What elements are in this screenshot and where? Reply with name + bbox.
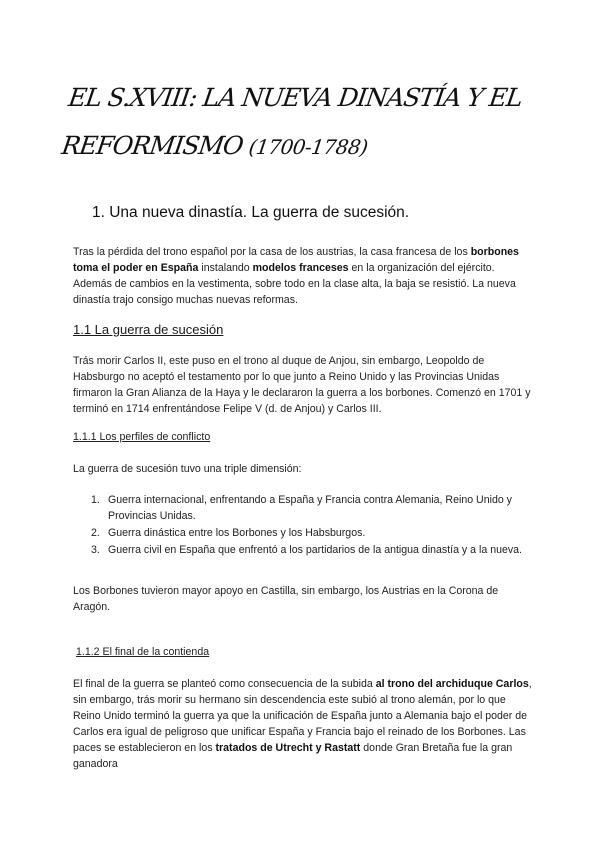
section-1-1-1-heading: 1.1.1 Los perfiles de conflicto: [73, 431, 211, 443]
list-item-number: 3.: [91, 544, 100, 556]
intro-text-3: en la organización del ejército. Además de cambios en la vestimenta, sobre todo en la clase alta, la baja se resistió. La nueva dinastía trajo consigo muchas nuevas reformas.: [73, 262, 516, 306]
list-item-text: Guerra internacional, enfrentando a España y Francia contra Alemania, Reino Unido y Provincias Unidas.: [108, 494, 512, 522]
section-1-heading: 1. Una nueva dinastía. La guerra de sucesión.: [92, 204, 410, 221]
intro-bold-1: borbones toma el poder en España: [73, 246, 519, 274]
section-1-1-1-intro: La guerra de sucesión tuvo una triple dimensión:: [73, 463, 302, 475]
list-item-number: 1.: [91, 494, 100, 506]
end-text-1: El final de la guerra se planteó como consecuencia de la subida: [73, 678, 376, 690]
list-item-text: Guerra dinástica entre los Borbones y los Habsburgos.: [108, 527, 366, 539]
list-item: [73, 542, 535, 558]
list-item-text: Guerra civil en España que enfrentó a los partidarios de la antigua dinastía y a la nueva.: [108, 544, 523, 556]
section-1-1-paragraph: Trás morir Carlos II, este puso en el trono al duque de Anjou, sin embargo, Leopoldo de Habsburgo no aceptó el testamento por lo que junto a Reino Unido y las Provincias Unidas firmaron la Gran Alianza de la Haya y le declararon la guerra a los borbones. Comenzó en 1701 y terminó en 1714 enfrentándose Felipe V (d. de Anjou) y Carlos III.: [73, 355, 531, 415]
title-line-1: EL S.XVIII: LA NUEVA DINASTÍA Y EL: [66, 83, 524, 112]
list-item-number: 2.: [91, 527, 100, 539]
section-1-1-2-paragraph: [73, 676, 535, 772]
section-1-intro-paragraph: [73, 244, 535, 308]
dimension-list: [73, 492, 535, 559]
end-text-3: donde Gran Bretaña fue la gran ganadora: [73, 742, 513, 770]
title-dates: (1700-1788): [247, 135, 370, 159]
title-line-2: REFORMISMO: [59, 131, 245, 160]
intro-text-2: instalando: [198, 262, 253, 274]
section-1-1-1-closing: Los Borbones tuvieron mayor apoyo en Castilla, sin embargo, los Austrias en la Corona de Aragón.: [73, 585, 499, 613]
document-title: [58, 74, 542, 171]
end-bold-2: tratados de Utrecht y Rastatt: [215, 742, 361, 754]
section-1-1-heading: 1.1 La guerra de sucesión: [73, 322, 224, 337]
section-1-1-2-heading: 1.1.2 El final de la contienda: [76, 646, 210, 658]
list-item: [73, 492, 535, 524]
end-bold-1: al trono del archiduque Carlos: [375, 678, 529, 690]
intro-bold-2: modelos franceses: [252, 262, 349, 274]
intro-text-1: Tras la pérdida del trono español por la casa de los austrias, la casa francesa de los: [73, 246, 471, 258]
end-text-2: , sin embargo, trás morir su hermano sin descendencia este subió al trono alemán, por lo que Reino Unido terminó la guerra ya que la unificación de España junto a Alemania bajo el poder de Carlos era igual de peligroso que unificar España y Francia bajo el reinado de los Borbones. Las paces se establecieron en los: [73, 678, 532, 754]
list-item: [73, 525, 535, 541]
